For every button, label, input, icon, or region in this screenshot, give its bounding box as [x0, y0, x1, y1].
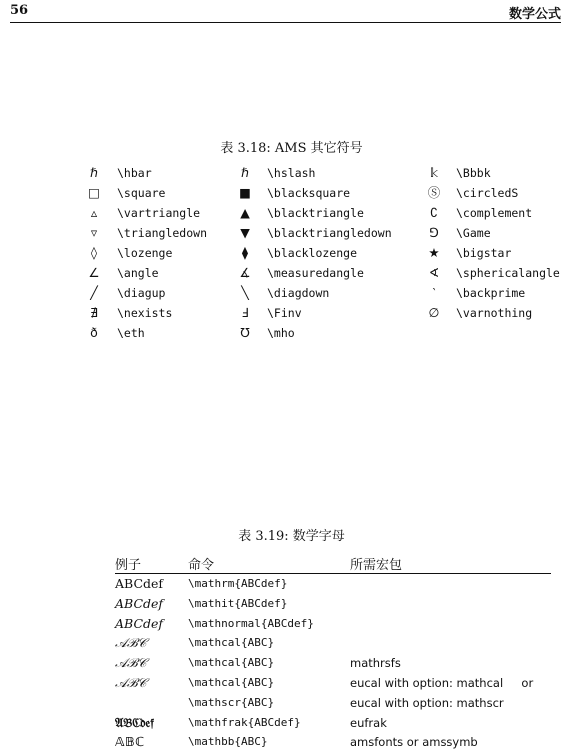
symbol-command: \complement: [456, 206, 533, 220]
example-cell: ABCdef: [115, 595, 164, 611]
table-row: [115, 594, 551, 614]
symbol-glyph: □: [88, 185, 100, 200]
symbol-command: \Bbbk: [456, 166, 491, 180]
example-cell: 𝔄𝔅ℭ𝔡𝔢𝔣: [115, 714, 154, 730]
symbol-glyph: ℏ: [241, 165, 249, 180]
symbol-command: \measuredangle: [267, 266, 364, 280]
command-cell: \mathcal{ABC}: [188, 675, 275, 689]
command-cell: \mathit{ABCdef}: [188, 596, 288, 610]
symbol-glyph: ℏ: [90, 165, 98, 180]
table-row: [115, 673, 551, 693]
package-cell: mathrsfs: [350, 656, 401, 671]
example-cell: 𝒜ℬ𝒞: [115, 674, 147, 690]
symbol-row: [0, 244, 583, 264]
symbol-command: \blacklozenge: [267, 246, 358, 260]
symbol-command: \nexists: [117, 306, 173, 320]
command-cell: \mathbb{ABC}: [188, 735, 268, 749]
symbol-glyph: ⧫: [241, 245, 249, 260]
symbol-row: [0, 164, 583, 184]
symbol-command: \circledS: [456, 186, 519, 200]
symbol-command: \blacktriangle: [267, 206, 364, 220]
symbol-glyph: ∢: [428, 265, 440, 280]
column-header-example: 例子: [115, 558, 142, 573]
symbol-command: \Finv: [267, 306, 302, 320]
symbol-command: \varnothing: [456, 306, 533, 320]
command-cell: \mathcal{ABC}: [188, 656, 275, 670]
ams-misc-symbol-table: [0, 164, 583, 354]
symbol-glyph: ∅: [428, 305, 440, 320]
symbol-glyph: Ⓢ: [427, 185, 441, 200]
symbol-glyph: ⅁: [429, 225, 439, 240]
symbol-command: \diagdown: [267, 286, 330, 300]
symbol-glyph: ╱: [90, 285, 98, 300]
command-cell: \mathscr{ABC}: [188, 695, 275, 709]
command-cell: \mathnormal{ABCdef}: [188, 616, 314, 630]
symbol-command: \eth: [117, 326, 145, 340]
table-header-row: [115, 554, 551, 573]
symbol-glyph: ▲: [240, 205, 250, 220]
symbol-glyph: ■: [239, 185, 251, 200]
command-cell: \mathcal{ABC}: [188, 636, 275, 650]
header-rule: [10, 22, 561, 23]
symbol-row: [0, 284, 583, 304]
table-caption-3-19: 表 3.19: 数学字母: [238, 529, 345, 544]
symbol-glyph: ╲: [241, 285, 249, 300]
symbol-command: \mho: [267, 326, 295, 340]
table-row: [115, 653, 551, 673]
symbol-glyph: ∠: [88, 265, 100, 280]
symbol-command: \hbar: [117, 166, 152, 180]
symbol-command: \lozenge: [117, 246, 173, 260]
table-row: [115, 713, 551, 733]
symbol-row: [0, 304, 583, 324]
symbol-command: \backprime: [456, 286, 526, 300]
page-number: 56: [10, 3, 29, 18]
table-row: [115, 574, 551, 594]
symbol-command: \blacksquare: [267, 186, 351, 200]
symbol-command: \hslash: [267, 166, 316, 180]
symbol-command: \vartriangle: [117, 206, 201, 220]
section-title: 数学公式: [508, 7, 561, 22]
symbol-glyph: ℧: [240, 325, 250, 340]
symbol-row: [0, 204, 583, 224]
symbol-row: [0, 224, 583, 244]
package-cell: eucal with option: mathcal or: [350, 675, 534, 690]
table-row: [115, 633, 551, 653]
example-cell: 𝔸𝔹ℂ: [115, 734, 145, 750]
symbol-glyph: 𝕜: [429, 165, 439, 180]
symbol-glyph: ð: [90, 325, 98, 340]
example-cell: ABCdef: [115, 576, 164, 591]
package-cell: amsfonts or amssymb: [350, 735, 478, 750]
table-row: [115, 614, 551, 634]
symbol-glyph: ▼: [240, 225, 250, 240]
symbol-command: \angle: [117, 266, 159, 280]
command-cell: \mathrm{ABCdef}: [188, 577, 288, 590]
symbol-glyph: ◊: [90, 245, 98, 260]
page-header: [10, 3, 561, 23]
example-cell: 𝒜ℬ𝒞: [115, 635, 147, 651]
symbol-command: \blacktriangledown: [267, 226, 392, 240]
symbol-command: \diagup: [117, 286, 166, 300]
symbol-command: \Game: [456, 226, 491, 240]
command-cell: \mathfrak{ABCdef}: [188, 715, 301, 729]
math-alphabet-table: [115, 554, 551, 752]
symbol-glyph: Ⅎ: [241, 305, 249, 320]
example-cell: ABCdef: [115, 615, 164, 631]
column-header-package: 所需宏包: [350, 558, 403, 573]
package-cell: eufrak: [350, 715, 387, 730]
symbol-glyph: ▵: [90, 205, 98, 220]
symbol-glyph: ★: [428, 245, 440, 260]
table-row: [115, 693, 551, 713]
symbol-glyph: ▿: [90, 225, 98, 240]
symbol-glyph: ‵: [432, 285, 436, 300]
example-cell: 𝒜ℬ𝒞: [115, 655, 147, 671]
column-header-command: 命令: [188, 558, 215, 573]
symbol-glyph: ∡: [239, 265, 251, 280]
symbol-row: [0, 184, 583, 204]
symbol-glyph: ∄: [90, 305, 98, 320]
symbol-command: \square: [117, 186, 166, 200]
package-cell: eucal with option: mathscr: [350, 695, 504, 710]
symbol-command: \triangledown: [117, 226, 208, 240]
symbol-glyph: ∁: [430, 205, 438, 220]
table-row: [115, 732, 551, 752]
symbol-row: [0, 324, 583, 344]
table-body: [115, 574, 551, 752]
table-caption-3-18: 表 3.18: AMS 其它符号: [220, 141, 363, 156]
symbol-command: \sphericalangle: [456, 266, 560, 280]
symbol-command: \bigstar: [456, 246, 512, 260]
symbol-row: [0, 264, 583, 284]
